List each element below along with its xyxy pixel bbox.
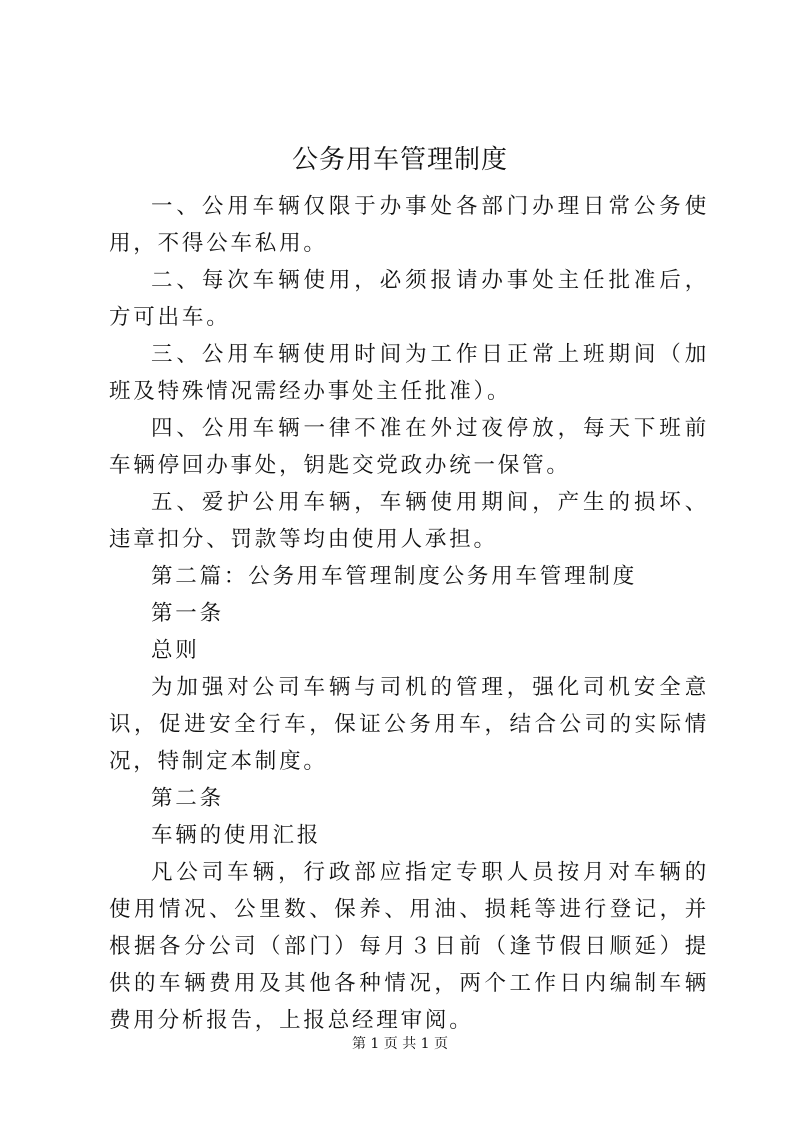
- paragraph-11: 车辆的使用汇报: [151, 823, 322, 848]
- paragraph-12: 凡公司车辆，行政部应指定专职人员按月对车辆的使用情况、公里数、保养、用油、损耗等进行登记，并根据各分公司（部门）每月３日前（逢节假日顺延）提供的车辆费用及其他各种情况，两个工作日内编制车辆费用分析报告，上报总经理审阅。: [109, 860, 709, 1033]
- paragraph-7: 第一条: [151, 601, 224, 626]
- page-number-footer: 第 1 页 共 1 页: [351, 1036, 449, 1052]
- paragraph-8: 总则: [151, 638, 200, 663]
- paragraph-3: 三、公用车辆使用时间为工作日正常上班期间（加班及特殊情况需经办事处主任批准）。: [109, 342, 709, 404]
- document-body: [109, 188, 709, 1039]
- paragraph-5: 五、爱护公用车辆，车辆使用期间，产生的损坏、违章扣分、罚款等均由使用人承担。: [109, 490, 709, 552]
- paragraph-4: 四、公用车辆一律不准在外过夜停放，每天下班前车辆停回办事处，钥匙交党政办统一保管。: [109, 416, 709, 478]
- paragraph-6: 第二篇：公务用车管理制度公务用车管理制度: [151, 564, 638, 589]
- document-title: 公务用车管理制度: [291, 145, 508, 175]
- paragraph-1: 一、公用车辆仅限于办事处各部门办理日常公务使用，不得公车私用。: [109, 194, 709, 256]
- paragraph-2: 二、每次车辆使用，必须报请办事处主任批准后，方可出车。: [109, 268, 709, 330]
- paragraph-10: 第二条: [151, 786, 224, 811]
- paragraph-9: 为加强对公司车辆与司机的管理，强化司机安全意识，促进安全行车，保证公务用车，结合公司的实际情况，特制定本制度。: [109, 675, 709, 774]
